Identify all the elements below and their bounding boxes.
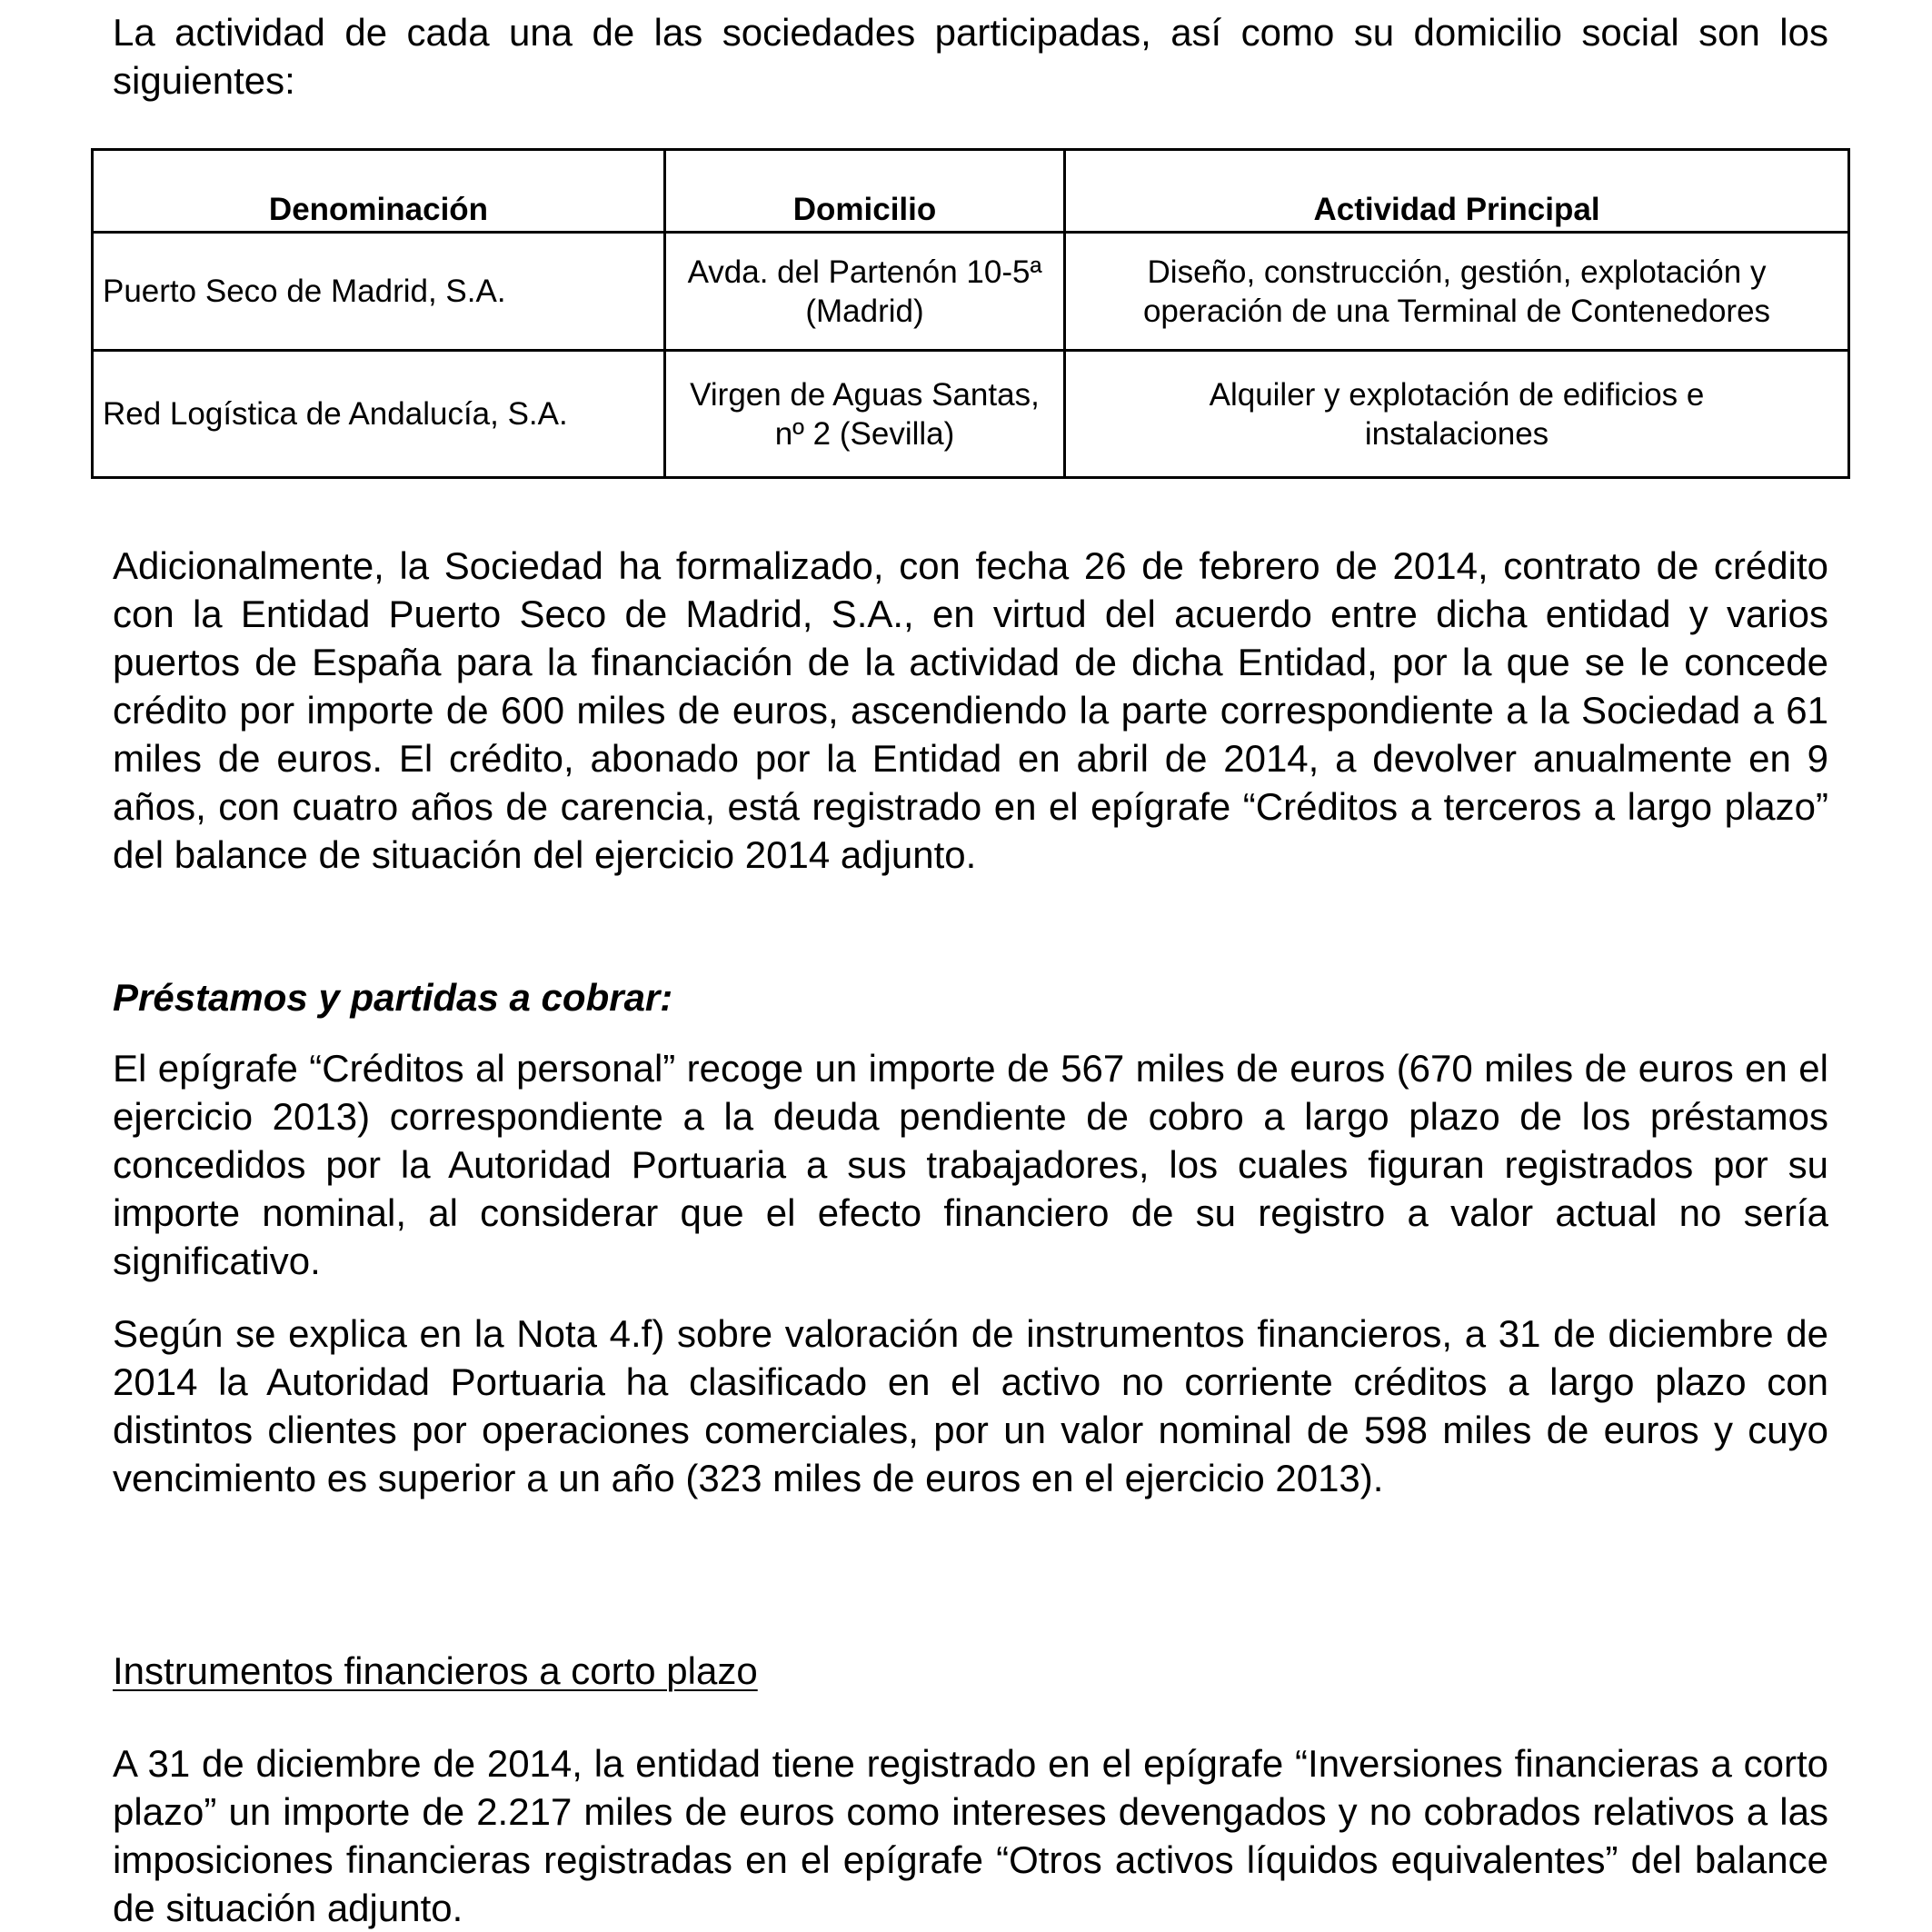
activity-line: operación de una Terminal de Contenedores <box>1142 293 1771 329</box>
loans-paragraph-2: Según se explica en la Nota 4.f) sobre valoración de instrumentos financieros, a 31 de diciembre de 2014 la Autoridad Portuaria ha clasificado en el activo no corriente créditos a largo plazo con distintos clientes por operaciones comerciales, por un valor nominal de 598 miles de euros y cuyo vencimiento es superior a un año (323 miles de euros en el ejercicio 2013). <box>113 1312 1828 1499</box>
header-domicilio: Domicilio <box>665 150 1065 233</box>
loans-paragraph-1: El epígrafe “Créditos al personal” recoge un importe de 567 miles de euros (670 miles de euros en el ejercicio 2013) correspondiente a la deuda pendiente de cobro a largo plazo de los préstamos concedidos por la Autoridad Portuaria a sus trabajadores, los cuales figuran registrados por su importe nominal, al considerar que el efecto financiero de su registro a valor actual no sería significativo. <box>113 1047 1828 1282</box>
address-line: nº 2 (Sevilla) <box>774 415 955 452</box>
activity-line: Alquiler y explotación de edificios e <box>1209 376 1705 413</box>
cell-address <box>665 233 1065 351</box>
cell-activity <box>1065 233 1849 351</box>
loans-heading: Préstamos y partidas a cobrar: <box>113 976 673 1019</box>
credit-paragraph: Adicionalmente, la Sociedad ha formalizado, con fecha 26 de febrero de 2014, contrato de crédito con la Entidad Puerto Seco de Madrid, S.A., en virtud del acuerdo entre dicha entidad y varios puertos de España para la financiación de la actividad de dicha Entidad, por la que se le concede crédito por importe de 600 miles de euros, ascendiendo la parte correspondiente a la Sociedad a 61 miles de euros. El crédito, abonado por la Entidad en abril de 2014, a devolver anualmente en 9 años, con cuatro años de carencia, está registrado en el epígrafe “Créditos a terceros a largo plazo” del balance de situación del ejercicio 2014 adjunto. <box>113 544 1828 876</box>
activity-line: Diseño, construcción, gestión, explotación y <box>1147 254 1767 290</box>
activity-line: instalaciones <box>1364 415 1549 452</box>
investees-table <box>91 148 1850 479</box>
header-actividad: Actividad Principal <box>1065 150 1849 233</box>
address-line: Avda. del Partenón 10-5ª <box>687 254 1042 290</box>
table-row <box>93 233 1849 351</box>
cell-address <box>665 351 1065 478</box>
cell-activity <box>1065 351 1849 478</box>
table-header-row <box>93 150 1849 233</box>
cell-name <box>93 351 665 478</box>
company-name: Puerto Seco de Madrid, S.A. <box>103 274 506 309</box>
short-term-heading: Instrumentos financieros a corto plazo <box>113 1649 758 1692</box>
address-line: (Madrid) <box>805 293 924 329</box>
short-term-paragraph: A 31 de diciembre de 2014, la entidad tiene registrado en el epígrafe “Inversiones financieras a corto plazo” un importe de 2.217 miles de euros como intereses devengados y no cobrados relativos a las imposiciones financieras registradas en el epígrafe “Otros activos líquidos equivalentes” del balance de situación adjunto. <box>113 1742 1828 1929</box>
table-row <box>93 351 1849 478</box>
header-denominacion: Denominación <box>93 150 665 233</box>
intro-paragraph: La actividad de cada una de las sociedades participadas, así como su domicilio social son los siguientes: <box>113 11 1828 102</box>
cell-name <box>93 233 665 351</box>
company-name: Red Logística de Andalucía, S.A. <box>103 396 568 432</box>
address-line: Virgen de Aguas Santas, <box>690 376 1040 413</box>
